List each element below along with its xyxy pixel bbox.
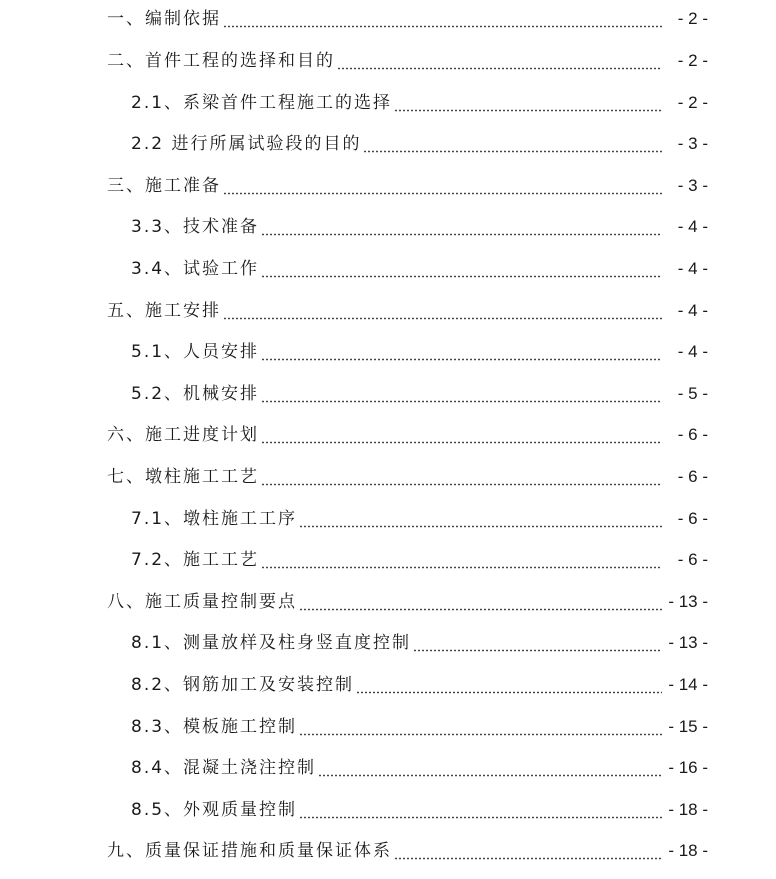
toc-entry-title: 3.4、试验工作	[131, 259, 260, 279]
toc-dot-leader	[356, 674, 662, 696]
toc-entry[interactable]	[0, 832, 776, 862]
toc-entry-title: 2.2 进行所属试验段的目的	[131, 134, 362, 154]
toc-entry-page: - 4 -	[677, 301, 708, 320]
toc-entry-page: - 2 -	[677, 93, 708, 112]
toc-dot-leader	[299, 591, 662, 613]
toc-entry-page: - 18 -	[668, 841, 708, 860]
toc-entry-title: 2.1、系梁首件工程施工的选择	[131, 93, 393, 113]
toc-dot-leader	[261, 549, 662, 571]
toc-entry-title: 七、墩柱施工工艺	[107, 467, 259, 487]
toc-entry-title: 5.2、机械安排	[131, 384, 260, 404]
toc-entry-title: 7.1、墩柱施工工序	[131, 509, 298, 529]
toc-entry[interactable]	[0, 583, 776, 613]
toc-entry[interactable]	[0, 250, 776, 280]
toc-dot-leader	[261, 424, 662, 446]
toc-entry-title: 8.5、外观质量控制	[131, 800, 298, 820]
toc-entry-page: - 14 -	[668, 675, 708, 694]
toc-entry-title: 7.2、施工工艺	[131, 550, 260, 570]
toc-dot-leader	[261, 216, 662, 238]
toc-dot-leader	[363, 133, 662, 155]
toc-dot-leader	[223, 8, 662, 30]
toc-entry[interactable]	[0, 416, 776, 446]
toc-entry-page: - 18 -	[668, 800, 708, 819]
toc-dot-leader	[299, 716, 662, 738]
toc-dot-leader	[299, 508, 662, 530]
toc-entry[interactable]	[0, 84, 776, 114]
toc-entry-page: - 6 -	[677, 425, 708, 444]
toc-entry-title: 八、施工质量控制要点	[107, 592, 297, 612]
toc-entry[interactable]	[0, 708, 776, 738]
toc-dot-leader	[261, 341, 662, 363]
toc-entry[interactable]	[0, 167, 776, 197]
toc-dot-leader	[299, 799, 662, 821]
toc-entry-page: - 3 -	[677, 134, 708, 153]
toc-entry-title: 8.2、钢筋加工及安装控制	[131, 675, 355, 695]
toc-dot-leader	[261, 466, 662, 488]
toc-entry-title: 8.3、模板施工控制	[131, 717, 298, 737]
toc-dot-leader	[223, 300, 662, 322]
toc-entry[interactable]	[0, 375, 776, 405]
toc-dot-leader	[318, 757, 662, 779]
toc-entry[interactable]	[0, 666, 776, 696]
toc-entry-page: - 6 -	[677, 509, 708, 528]
toc-entry-page: - 5 -	[677, 384, 708, 403]
toc-entry-title: 3.3、技术准备	[131, 217, 260, 237]
toc-entry-title: 六、施工进度计划	[107, 425, 259, 445]
toc-entry-page: - 2 -	[677, 51, 708, 70]
toc-entry[interactable]	[0, 0, 776, 30]
toc-entry-title: 8.1、测量放样及柱身竖直度控制	[131, 633, 412, 653]
toc-dot-leader	[261, 383, 662, 405]
toc-entry-page: - 6 -	[677, 550, 708, 569]
toc-entry-page: - 4 -	[677, 259, 708, 278]
toc-entry-page: - 13 -	[668, 633, 708, 652]
toc-entry[interactable]	[0, 333, 776, 363]
toc-entry-title: 三、施工准备	[107, 176, 221, 196]
toc-entry[interactable]	[0, 500, 776, 530]
toc-entry-title: 二、首件工程的选择和目的	[107, 51, 335, 71]
toc-entry[interactable]	[0, 624, 776, 654]
toc-dot-leader	[413, 632, 662, 654]
toc-entry[interactable]	[0, 541, 776, 571]
toc-entry-page: - 4 -	[677, 342, 708, 361]
toc-entry[interactable]	[0, 458, 776, 488]
toc-dot-leader	[394, 840, 662, 862]
toc-entry[interactable]	[0, 292, 776, 322]
toc-entry-page: - 4 -	[677, 217, 708, 236]
toc-entry-page: - 16 -	[668, 758, 708, 777]
toc-entry-title: 8.4、混凝土浇注控制	[131, 758, 317, 778]
toc-entry-title: 五、施工安排	[107, 301, 221, 321]
toc-entry-page: - 3 -	[677, 176, 708, 195]
toc-entry[interactable]	[0, 208, 776, 238]
toc-entry-title: 九、质量保证措施和质量保证体系	[107, 841, 392, 861]
toc-dot-leader	[223, 175, 662, 197]
toc-entry-page: - 13 -	[668, 592, 708, 611]
toc-entry-title: 一、编制依据	[107, 9, 221, 29]
toc-dot-leader	[261, 258, 662, 280]
toc-entry[interactable]	[0, 42, 776, 72]
toc-entry[interactable]	[0, 749, 776, 779]
toc-dot-leader	[337, 50, 662, 72]
toc-entry-page: - 6 -	[677, 467, 708, 486]
toc-entry-page: - 15 -	[668, 717, 708, 736]
toc-dot-leader	[394, 92, 662, 114]
toc-entry-title: 5.1、人员安排	[131, 342, 260, 362]
toc-entry-page: - 2 -	[677, 9, 708, 28]
toc-entry[interactable]	[0, 125, 776, 155]
toc-entry[interactable]	[0, 791, 776, 821]
